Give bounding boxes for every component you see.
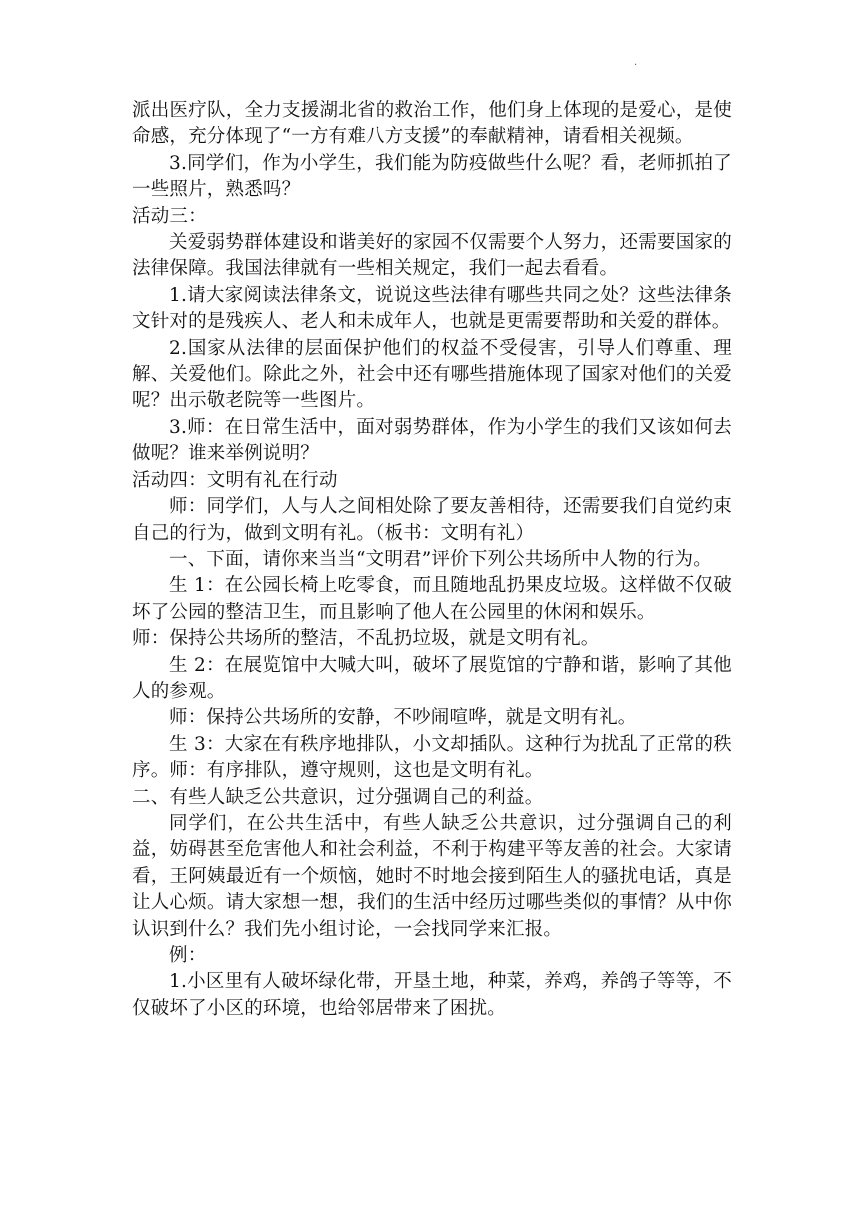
paragraph: 生 3：大家在有秩序地排队，小文却插队。这种行为扰乱了正常的秩序。师：有序排队，遵守规则，这也是文明有礼。 (132, 733, 732, 782)
paragraph: 师：保持公共场所的安静，不吵闹喧哗，就是文明有礼。 (169, 707, 637, 729)
section-heading: 活动三： (132, 205, 207, 227)
paragraph: 1.小区里有人破坏绿化带，开垦土地，种菜，养鸡，养鸽子等等，不仅破坏了小区的环境，也给邻居带来了困扰。 (132, 971, 732, 1019)
paragraph: 同学们，在公共生活中，有些人缺乏公共意识，过分强调自己的利益，妨碍甚至危害他人和社会利益，不利于构建平等友善的社会。大家请看，王阿姨最近有一个烦恼，她时不时地会接到陌生人的骚扰电话，真是让人心烦。请大家想一想，我们的生活中经历过哪些类似的事情？从中你认识到什么？我们先小组讨论，一会找同学来汇报。 (132, 812, 732, 940)
paragraph: 3.同学们，作为小学生，我们能为防疫做些什么呢？看，老师抓拍了一些照片，熟悉吗？ (132, 152, 732, 201)
paragraph: 师：同学们，人与人之间相处除了要友善相待，还需要我们自觉约束自己的行为，做到文明有礼。（板书：文明有礼） (132, 496, 732, 544)
paragraph: 派出医疗队，全力支援湖北省的救治工作，他们身上体现的是爱心，是使命感，充分体现了“一方有难八方支援”的奉献精神，请看相关视频。 (132, 100, 732, 148)
paragraph: 1.请大家阅读法律条文，说说这些法律有哪些共同之处？这些法律条文针对的是残疾人、老人和未成年人，也就是更需要帮助和关爱的群体。 (132, 284, 732, 333)
page-marker: . (634, 57, 638, 68)
document-body (132, 98, 732, 1022)
paragraph: 3.师：在日常生活中，面对弱势群体，作为小学生的我们又该如何去做呢？谁来举例说明？ (132, 416, 732, 465)
paragraph: 关爱弱势群体建设和谐美好的家园不仅需要个人努力，还需要国家的法律保障。我国法律就有一些相关规定，我们一起去看看。 (132, 232, 732, 280)
paragraph: 生 2：在展览馆中大喊大叫，破坏了展览馆的宁静和谐，影响了其他人的参观。 (132, 654, 732, 702)
paragraph: 一、下面，请你来当当“文明君”评价下列公共场所中人物的行为。 (169, 548, 712, 570)
paragraph: 2.国家从法律的层面保护他们的权益不受侵害，引导人们尊重、理解、关爱他们。除此之外，社会中还有哪些措施体现了国家对他们的关爱呢？出示敬老院等一些图片。 (132, 337, 732, 412)
section-heading: 二、有些人缺乏公共意识，过分强调自己的利益。 (132, 786, 544, 808)
section-heading: 活动四：文明有礼在行动 (132, 469, 338, 491)
paragraph: 例： (169, 945, 207, 966)
paragraph: 生 1：在公园长椅上吃零食，而且随地乱扔果皮垃圾。这样做不仅破坏了公园的整洁卫生，而且影响了他人在公园里的休闲和娱乐。 (132, 575, 732, 623)
paragraph: 师：保持公共场所的整洁，不乱扔垃圾，就是文明有礼。 (132, 628, 600, 650)
